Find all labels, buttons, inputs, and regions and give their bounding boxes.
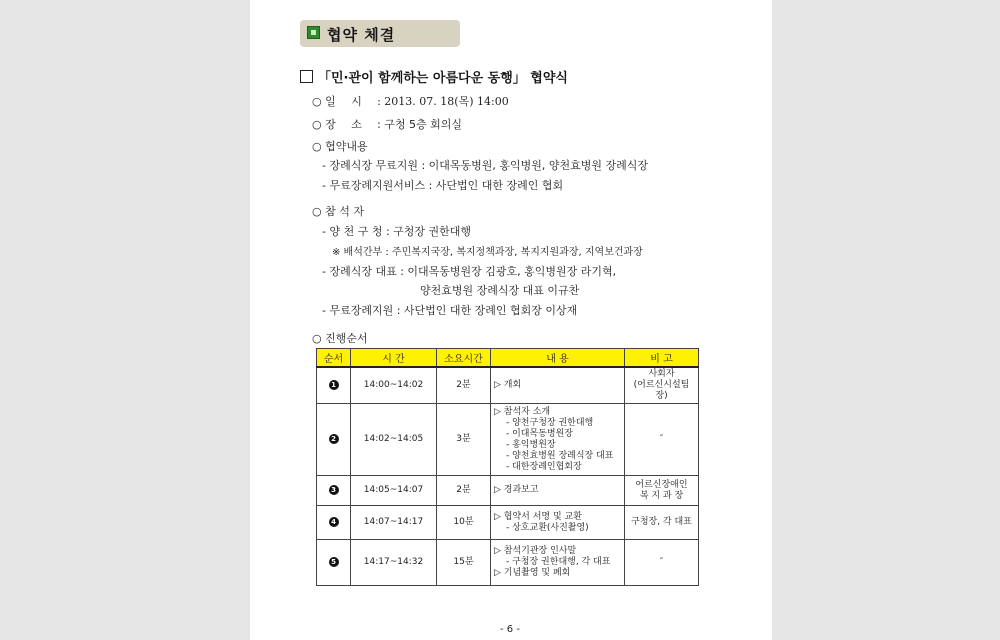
content-line: ▷ 경과보고 bbox=[494, 485, 539, 495]
attendee-line: - 양 천 구 청 : 구청장 권한대행 bbox=[322, 225, 472, 238]
order-number: 5 bbox=[329, 557, 339, 567]
col-header: 순서 bbox=[317, 349, 351, 368]
content-cell bbox=[491, 476, 625, 506]
attendee-line-cont: 양천효병원 장례식장 대표 이규찬 bbox=[420, 284, 580, 297]
content-item: - 장례식장 무료지원 : 이대목동병원, 홍익병원, 양천효병원 장례식장 bbox=[322, 159, 649, 172]
content-cell bbox=[491, 367, 625, 404]
place-line: ○ 장 소 : 구청 5층 회의실 bbox=[312, 118, 463, 131]
content-line: - 구청장 권한대행, 각 대표 bbox=[506, 557, 611, 567]
date-label: 일 시 bbox=[325, 95, 368, 108]
content-line: - 상호교환(사진촬영) bbox=[506, 522, 589, 533]
order-label: 진행순서 bbox=[325, 332, 368, 345]
attendee-note: ※ 배석간부 : 주민복지국장, 복지정책과장, 복지지원과장, 지역보건과장 bbox=[332, 247, 643, 258]
date-line: ○ 일 시 : 2013. 07. 18(목) 14:00 bbox=[312, 95, 509, 108]
section-title: 협약 체결 bbox=[327, 26, 396, 44]
table-row bbox=[317, 506, 699, 540]
content-line: ▷ 참석기관장 인사말 bbox=[494, 546, 577, 556]
section-header bbox=[300, 20, 460, 47]
checkbox-square-icon bbox=[300, 70, 313, 83]
content-heading: ○ 협약내용 bbox=[312, 140, 368, 153]
content-line: ▷ 개회 bbox=[494, 380, 522, 390]
col-header: 내 용 bbox=[491, 349, 625, 368]
table-row bbox=[317, 540, 699, 586]
page-number: - 6 - bbox=[500, 624, 520, 635]
content-item: - 무료장례지원서비스 : 사단법인 대한 장례인 협회 bbox=[322, 179, 564, 192]
note-cell bbox=[625, 367, 699, 404]
order-number: 3 bbox=[329, 485, 339, 495]
content-line: - 양천효병원 장례식장 대표 bbox=[506, 450, 614, 461]
content-line: - 대한장례인협회장 bbox=[506, 461, 582, 472]
attendee-line: - 무료장례지원 : 사단법인 대한 장례인 협회장 이상재 bbox=[322, 304, 578, 317]
content-line: - 홍익병원장 bbox=[506, 439, 556, 450]
content-line: - 양천구청장 권한대행 bbox=[506, 417, 594, 428]
note-line: (어르신시설팀장) bbox=[633, 380, 690, 401]
event-title-text: 「민·관이 함께하는 아름다운 동행」 협약식 bbox=[318, 71, 568, 86]
order-cell bbox=[317, 476, 351, 506]
order-cell bbox=[317, 367, 351, 404]
order-cell bbox=[317, 404, 351, 476]
duration-cell: 3분 bbox=[437, 404, 491, 476]
event-title bbox=[300, 67, 568, 86]
duration-cell: 10분 bbox=[437, 506, 491, 540]
attendees-label: 참 석 자 bbox=[325, 205, 364, 218]
note-cell: ″ bbox=[625, 404, 699, 476]
attendee-line: - 장례식장 대표 : 이대목동병원장 김광호, 홍익병원장 라기혁, bbox=[322, 265, 617, 278]
program-table bbox=[316, 348, 699, 586]
note-cell bbox=[625, 476, 699, 506]
note-cell: 구청장, 각 대표 bbox=[625, 506, 699, 540]
time-cell: 14:17~14:32 bbox=[351, 540, 437, 586]
time-cell: 14:02~14:05 bbox=[351, 404, 437, 476]
document-page bbox=[250, 0, 772, 640]
green-square-icon bbox=[307, 26, 320, 39]
content-cell bbox=[491, 404, 625, 476]
order-cell bbox=[317, 540, 351, 586]
content-line: ▷ 협약서 서명 및 교환 bbox=[494, 511, 582, 522]
duration-cell: 2분 bbox=[437, 476, 491, 506]
time-cell: 14:05~14:07 bbox=[351, 476, 437, 506]
attendees-heading: ○ 참 석 자 bbox=[312, 205, 364, 218]
date-value: : 2013. 07. 18(목) 14:00 bbox=[377, 95, 509, 108]
note-line: 사회자 bbox=[648, 369, 675, 379]
col-header: 비 고 bbox=[625, 349, 699, 368]
note-cell: ″ bbox=[625, 540, 699, 586]
time-cell: 14:07~14:17 bbox=[351, 506, 437, 540]
content-label: 협약내용 bbox=[325, 140, 368, 153]
content-cell bbox=[491, 540, 625, 586]
order-number: 2 bbox=[329, 434, 339, 444]
content-line: ▷ 기념촬영 및 폐회 bbox=[494, 568, 571, 578]
order-number: 4 bbox=[329, 517, 339, 527]
table-row bbox=[317, 476, 699, 506]
col-header: 시 간 bbox=[351, 349, 437, 368]
place-label: 장 소 bbox=[325, 118, 368, 131]
order-heading: ○ 진행순서 bbox=[312, 332, 368, 345]
content-line: - 이대목동병원장 bbox=[506, 428, 573, 439]
duration-cell: 15분 bbox=[437, 540, 491, 586]
order-number: 1 bbox=[329, 380, 339, 390]
content-line: ▷ 참석자 소개 bbox=[494, 406, 551, 417]
table-row bbox=[317, 404, 699, 476]
note-line: 복 지 과 장 bbox=[639, 490, 684, 501]
content-cell bbox=[491, 506, 625, 540]
table-header-row bbox=[317, 349, 699, 368]
note-line: 어르신장애인 bbox=[635, 479, 688, 490]
col-header: 소요시간 bbox=[437, 349, 491, 368]
order-cell bbox=[317, 506, 351, 540]
duration-cell: 2분 bbox=[437, 367, 491, 404]
time-cell: 14:00~14:02 bbox=[351, 367, 437, 404]
table-row bbox=[317, 367, 699, 404]
place-value: : 구청 5층 회의실 bbox=[377, 118, 463, 131]
